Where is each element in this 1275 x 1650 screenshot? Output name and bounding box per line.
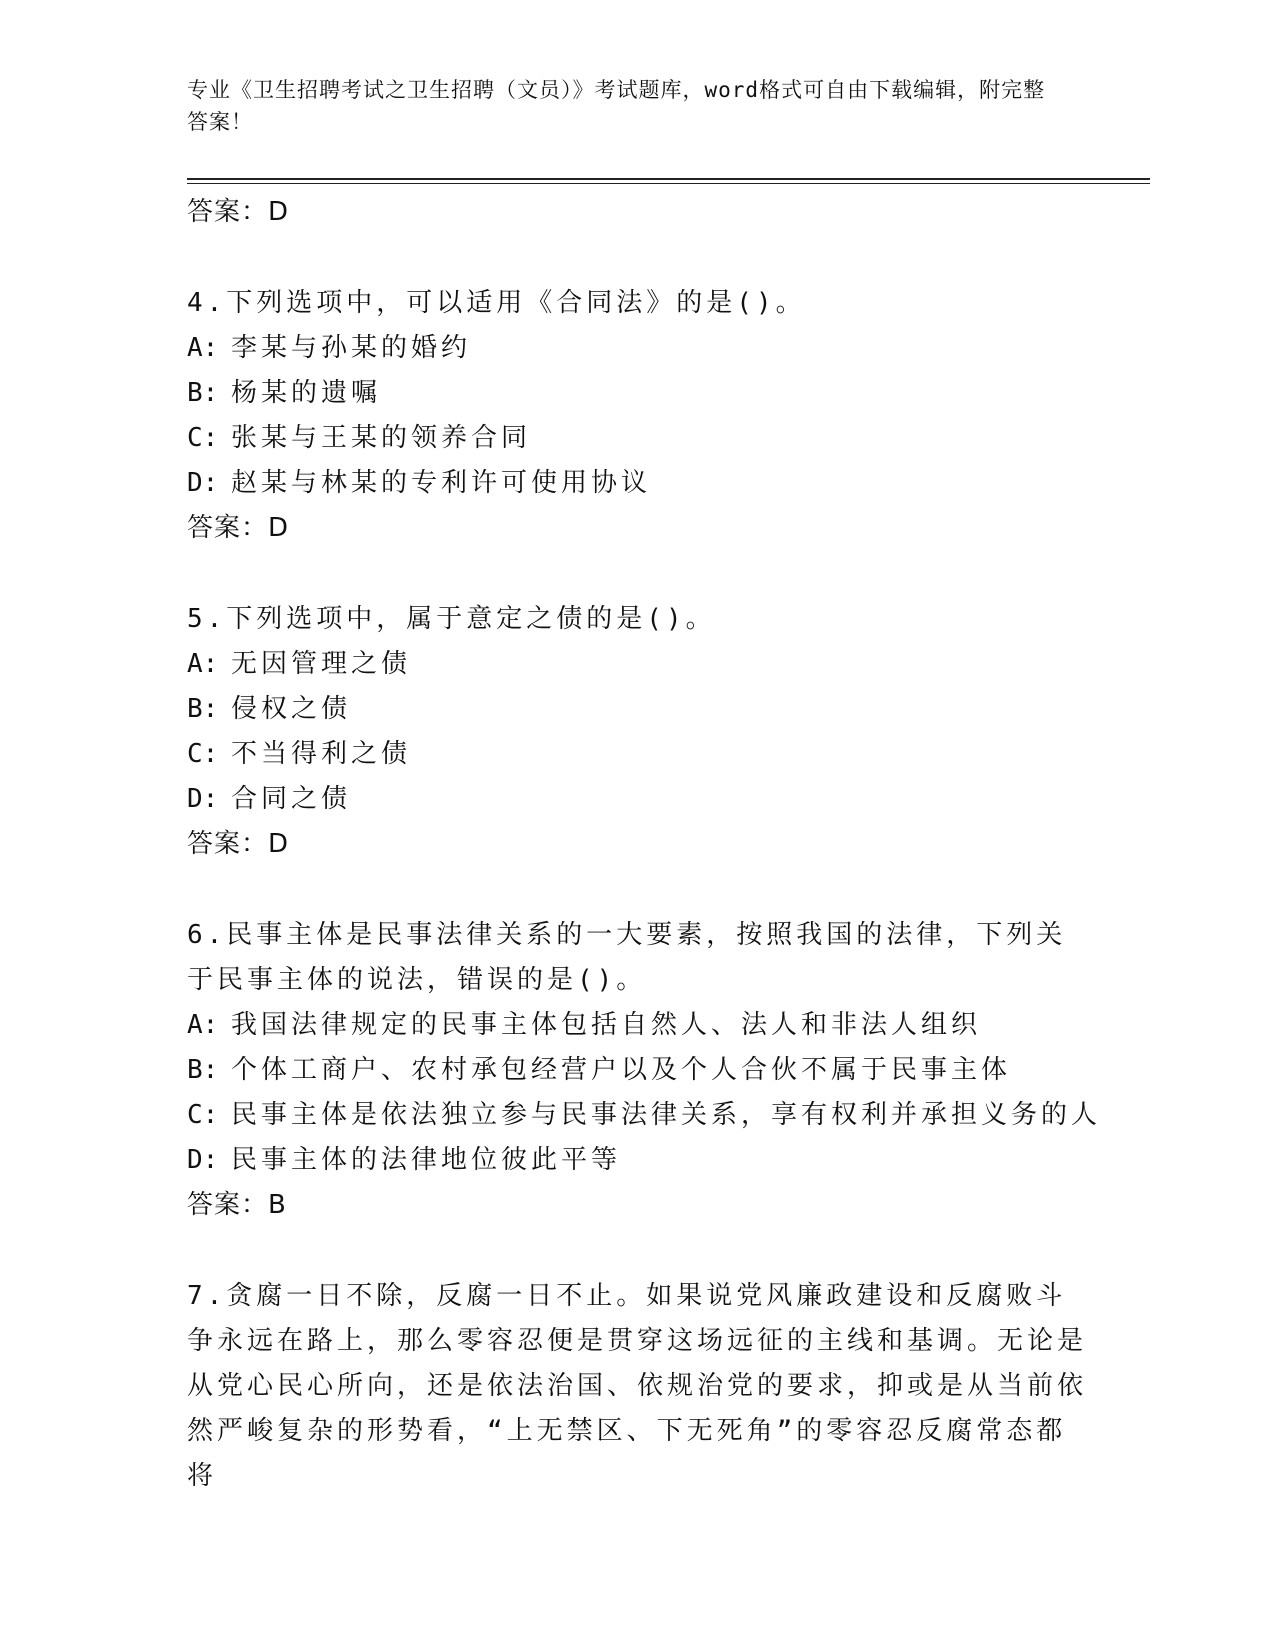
option-text: 赵某与林某的专利许可使用协议 — [231, 468, 652, 498]
option-text: 不当得利之债 — [231, 739, 412, 769]
question-block — [187, 913, 1102, 1228]
option-letter: B: — [187, 694, 219, 724]
option-d — [187, 1138, 1087, 1183]
option-a — [187, 642, 1087, 687]
option-b — [187, 1048, 1087, 1093]
question-list — [187, 190, 1102, 1499]
question-text: 6.民事主体是民事法律关系的一大要素，按照我国的法律，下列关于民事主体的说法，错误的是()。 — [187, 920, 1067, 995]
option-letter: D: — [187, 468, 219, 498]
option-a — [187, 326, 1087, 371]
option-text: 无因管理之债 — [231, 649, 412, 679]
option-d — [187, 461, 1087, 506]
option-text: 李某与孙某的婚约 — [231, 333, 472, 363]
document-header: 专业《卫生招聘考试之卫生招聘（文员）》考试题库，word格式可自由下载编辑，附完整答案！ — [187, 78, 1046, 134]
option-b — [187, 687, 1087, 732]
answer-line: 答案：B — [187, 1190, 287, 1220]
option-letter: A: — [187, 333, 219, 363]
option-text: 侵权之债 — [231, 694, 352, 724]
option-text: 个体工商户、农村承包经营户以及个人合伙不属于民事主体 — [231, 1055, 1012, 1085]
option-letter: A: — [187, 1010, 219, 1040]
option-c — [187, 416, 1087, 461]
answer-line: 答案：D — [187, 829, 290, 859]
answer-line: 答案：D — [187, 197, 290, 227]
header-divider — [187, 178, 1150, 184]
option-c — [187, 1093, 1102, 1138]
answer-line: 答案：D — [187, 513, 290, 543]
question-text: 4.下列选项中，可以适用《合同法》的是()。 — [187, 288, 806, 318]
option-text: 杨某的遗嘱 — [231, 378, 382, 408]
question-text: 7.贪腐一日不除，反腐一日不止。如果说党风廉政建设和反腐败斗争永远在路上，那么零容忍便是贯穿这场远征的主线和基调。无论是从党心民心所向，还是依法治国、依规治党的要求，抑或是从当前依然严峻复杂的形势看，“上无禁区、下无死角”的零容忍反腐常态都将 — [187, 1281, 1088, 1491]
option-letter: C: — [187, 423, 219, 453]
question-block — [187, 281, 1087, 551]
option-text: 合同之债 — [231, 784, 352, 814]
option-text: 我国法律规定的民事主体包括自然人、法人和非法人组织 — [231, 1010, 982, 1040]
option-letter: D: — [187, 784, 219, 814]
option-letter: B: — [187, 1055, 219, 1085]
option-text: 民事主体的法律地位彼此平等 — [231, 1145, 622, 1175]
option-a — [187, 1003, 1087, 1048]
option-c — [187, 732, 1087, 777]
option-letter: C: — [187, 1100, 219, 1130]
question-block — [187, 597, 1087, 867]
option-letter: D: — [187, 1145, 219, 1175]
option-text: 民事主体是依法独立参与民事法律关系，享有权利并承担义务的人 — [231, 1100, 1102, 1130]
question-block — [187, 1274, 1087, 1499]
option-letter: A: — [187, 649, 219, 679]
option-text: 张某与王某的领养合同 — [231, 423, 532, 453]
option-d — [187, 777, 1087, 822]
option-letter: B: — [187, 378, 219, 408]
option-b — [187, 371, 1087, 416]
option-letter: C: — [187, 739, 219, 769]
question-text: 5.下列选项中，属于意定之债的是()。 — [187, 604, 716, 634]
